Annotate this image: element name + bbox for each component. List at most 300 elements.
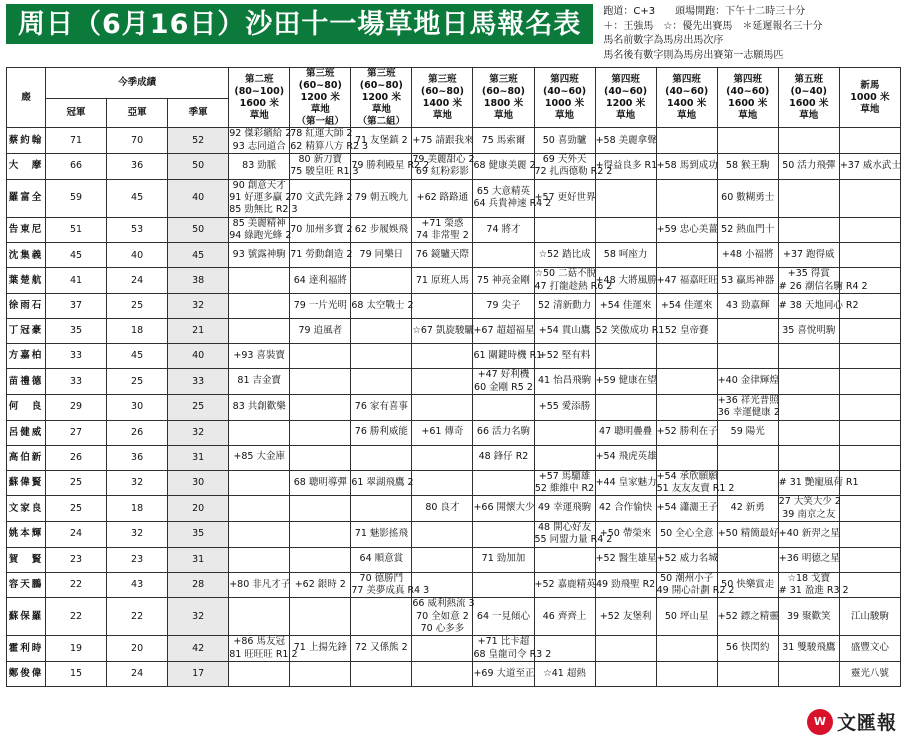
season-thirds: 35	[168, 521, 229, 547]
entry-horse: 52 維維中 R2	[534, 482, 595, 494]
entry-horse: 68 聰明導彈	[293, 476, 347, 488]
entry-cell	[229, 496, 290, 522]
entry-horse: +37 跑得威	[782, 249, 835, 261]
entry-cell	[534, 496, 595, 522]
season-wins: 22	[46, 572, 107, 598]
publisher-name: 文匯報	[836, 712, 897, 734]
entry-cell	[290, 369, 351, 395]
entry-horse: 49 幸運飛駒	[537, 502, 592, 514]
column-header-race-10: 第五班 (0~40) 1600 米 草地	[778, 68, 839, 128]
entry-cell	[717, 394, 778, 420]
entry-cell	[229, 294, 290, 319]
entry-horse: 70 德勝鬥	[359, 572, 404, 584]
entry-cell	[839, 369, 900, 395]
entry-cell	[290, 636, 351, 662]
season-seconds: 32	[107, 470, 168, 496]
entry-cell	[717, 154, 778, 180]
entry-cell	[290, 445, 351, 470]
season-thirds: 42	[168, 636, 229, 662]
entry-cell	[595, 445, 656, 470]
entry-horse: +48 小福將	[721, 249, 774, 261]
season-wins: 27	[46, 420, 107, 445]
entry-horse: +58 馬到成功	[656, 160, 718, 172]
entry-cell	[778, 547, 839, 572]
entry-cell	[290, 598, 351, 636]
entry-horse: 50 坪山星	[664, 610, 709, 622]
season-seconds: 23	[107, 547, 168, 572]
entry-cell	[412, 636, 473, 662]
season-seconds: 20	[107, 636, 168, 662]
entry-cell	[839, 636, 900, 662]
table-row	[7, 179, 901, 217]
entry-cell	[473, 319, 534, 344]
season-wins: 23	[46, 547, 107, 572]
entry-cell	[534, 179, 595, 217]
table-row	[7, 496, 901, 522]
entry-cell	[229, 154, 290, 180]
season-seconds: 43	[107, 572, 168, 598]
season-thirds: 17	[168, 662, 229, 687]
entry-cell	[717, 445, 778, 470]
entry-cell	[412, 179, 473, 217]
trainer-name: 容天鵬	[7, 572, 46, 598]
entry-cell	[839, 243, 900, 268]
entry-horse: 79 美麗甜心 2	[412, 154, 475, 166]
entry-horse: 66 活力名駒	[476, 426, 531, 438]
entry-cell	[229, 420, 290, 445]
season-wins: 37	[46, 294, 107, 319]
entry-cell	[351, 217, 412, 243]
entry-cell	[534, 470, 595, 496]
season-thirds: 52	[168, 128, 229, 154]
entry-horse: +55 愛添勝	[538, 401, 591, 413]
entry-horse: 90 創意天才	[232, 179, 286, 191]
entry-horse: +57 更好世界	[534, 192, 596, 204]
trainer-name: 葉楚航	[7, 268, 46, 294]
entry-cell	[595, 662, 656, 687]
entry-cell	[229, 636, 298, 662]
trainer-name: 何 良	[7, 394, 46, 420]
table-row	[7, 445, 901, 470]
column-header-race-2: 第三班 (60~80) 1200 米 草地 （第一組）	[290, 68, 351, 128]
trainer-name: 高伯新	[7, 445, 46, 470]
season-thirds: 40	[168, 179, 229, 217]
entry-horse: 47 打龍趁熱 R6 2	[534, 280, 613, 292]
entry-horse: +52 醫生雄星	[595, 553, 657, 565]
entry-cell	[534, 547, 595, 572]
entry-horse: 70 全如意 2	[416, 610, 469, 622]
entry-cell	[839, 154, 900, 180]
entry-cell	[351, 369, 412, 395]
entry-horse: 50 快樂賞走	[721, 578, 775, 590]
season-wins: 15	[46, 662, 107, 687]
trainer-name: 霍利時	[7, 636, 46, 662]
entry-cell	[473, 243, 534, 268]
entry-cell	[351, 294, 412, 319]
season-thirds: 32	[168, 294, 229, 319]
entries-table	[6, 67, 901, 687]
entry-cell	[656, 547, 717, 572]
season-wins: 33	[46, 369, 107, 395]
entry-horse: 93 號露神駒	[232, 249, 286, 261]
trainer-name: 方嘉柏	[7, 344, 46, 369]
entry-cell	[229, 128, 290, 154]
table-header-row	[7, 68, 901, 99]
entry-horse: 78 紅運大師 2	[290, 128, 353, 140]
entry-cell	[473, 445, 534, 470]
entry-horse: 江山駿駒	[850, 610, 889, 622]
entry-cell	[473, 394, 534, 420]
entry-cell	[351, 154, 430, 180]
entry-cell	[656, 217, 717, 243]
season-wins: 22	[46, 598, 107, 636]
entry-cell	[656, 572, 735, 598]
season-wins: 51	[46, 217, 107, 243]
column-header-race-9: 第四班 (40~60) 1600 米 草地	[717, 68, 778, 128]
entry-cell	[473, 572, 534, 598]
entry-horse: 41 怡昌飛駒	[537, 375, 592, 387]
entry-horse: 65 大意精英	[476, 185, 531, 197]
trainer-name: 丁冠豪	[7, 319, 46, 344]
entry-horse: +54 承欣願願	[656, 470, 718, 482]
entry-horse: 47 聰明疊疊	[599, 426, 653, 438]
entry-cell	[351, 445, 412, 470]
entry-horse: +52 嘉鹿精英	[534, 578, 596, 590]
entry-horse: 27 大笑大少 2	[778, 496, 841, 508]
entry-cell	[778, 521, 839, 547]
entry-cell	[229, 217, 290, 243]
entry-horse: +40 新羿之星	[778, 528, 840, 540]
entry-horse: +54 瀟灑王子	[656, 502, 718, 514]
entry-cell	[290, 243, 351, 268]
entry-cell	[473, 128, 534, 154]
entry-horse: +52 堅有料	[538, 349, 591, 361]
entry-horse: 80 新刀寶	[298, 154, 343, 166]
entry-horse: 39 南京之友	[782, 508, 836, 520]
table-row	[7, 128, 901, 154]
entry-horse: 79 勝利殿星 R2 2	[351, 160, 430, 172]
entry-cell	[656, 154, 717, 180]
entry-horse: 75 駿皇旺 R1 3	[290, 166, 359, 178]
season-thirds: 38	[168, 268, 229, 294]
entry-cell	[839, 319, 900, 344]
entry-cell	[595, 294, 656, 319]
entry-horse: +93 喜裝寶	[233, 349, 285, 361]
table-row	[7, 598, 901, 636]
entry-horse: 61 翠湖飛鷹 2	[351, 476, 414, 488]
entry-horse: 94 綠跑光蜂 2	[229, 230, 292, 242]
page-title: 周日（6月16日）沙田十一場草地日馬報名表	[18, 8, 582, 40]
entry-horse: # 31 盈進 R3 2	[778, 584, 849, 596]
entry-horse: 71 友堡鎮 2	[355, 134, 408, 146]
column-header-seconds: 亞軍	[107, 98, 168, 128]
entry-cell	[656, 128, 717, 154]
header-note-2: 馬名前數字為馬房出馬次序	[603, 35, 724, 46]
entry-cell	[778, 420, 839, 445]
entry-cell	[290, 547, 351, 572]
entry-cell	[839, 179, 900, 217]
entry-horse: +67 超超福星	[473, 324, 535, 336]
entry-cell	[534, 243, 595, 268]
season-wins: 71	[46, 128, 107, 154]
entry-cell	[839, 598, 900, 636]
season-wins: 35	[46, 319, 107, 344]
entry-cell	[473, 268, 534, 294]
header-note-1: ＋：王強馬 ☆：優先出賽馬 ＊延遲報名三十分	[603, 20, 823, 32]
entry-horse: +54 佳運來	[599, 299, 652, 311]
entry-cell	[290, 268, 351, 294]
season-seconds: 26	[107, 420, 168, 445]
entry-cell	[412, 445, 473, 470]
entry-cell	[229, 243, 290, 268]
entry-cell	[290, 394, 351, 420]
entry-cell	[778, 154, 839, 180]
season-wins: 19	[46, 636, 107, 662]
season-thirds: 32	[168, 598, 229, 636]
entry-cell	[534, 128, 595, 154]
entry-horse: ☆18 戈寶	[787, 572, 831, 584]
entry-cell	[473, 369, 534, 395]
header-note-3: 馬名後有數字則為馬房出賽第一志願馬匹	[603, 49, 784, 61]
season-thirds: 25	[168, 394, 229, 420]
entry-cell	[839, 445, 900, 470]
entry-horse: 60 數糊勇士	[721, 192, 775, 204]
entry-cell	[534, 521, 613, 547]
season-seconds: 30	[107, 394, 168, 420]
publisher-logo	[807, 708, 897, 735]
entry-horse: 53 贏馬神器	[721, 274, 775, 286]
table-row	[7, 420, 901, 445]
entry-horse: ☆50 二菇不脫	[534, 268, 597, 280]
entry-horse: 66 威利熱流 3	[412, 598, 475, 610]
entry-horse: +50 精簡最好	[717, 528, 779, 540]
entry-horse: +69 大道至正	[473, 667, 535, 679]
entry-cell	[595, 420, 656, 445]
entry-cell	[778, 445, 839, 470]
season-seconds: 32	[107, 521, 168, 547]
season-seconds: 18	[107, 319, 168, 344]
season-wins: 66	[46, 154, 107, 180]
trainer-name: 蘇保羅	[7, 598, 46, 636]
entry-cell	[534, 662, 595, 687]
entry-cell	[656, 344, 717, 369]
entry-cell	[290, 572, 351, 598]
trainer-name: 沈集義	[7, 243, 46, 268]
table-row	[7, 521, 901, 547]
entry-horse: 80 良才	[425, 502, 460, 514]
entry-horse: 49 開心計劃 R2 2	[656, 584, 735, 596]
entry-cell	[412, 547, 473, 572]
entry-cell	[595, 470, 656, 496]
entry-cell	[351, 470, 412, 496]
entry-horse: 68 太空戰士 2	[351, 299, 414, 311]
entry-cell	[778, 179, 839, 217]
table-body	[7, 128, 901, 687]
trainer-name: 大 摩	[7, 154, 46, 180]
entry-cell	[412, 217, 473, 243]
entry-horse: 36 幸運健康 2	[717, 407, 780, 419]
entry-cell	[229, 572, 290, 598]
season-seconds: 22	[107, 598, 168, 636]
entry-horse: 71 勞動創造 2	[290, 249, 353, 261]
column-header-race-5: 第三班 (60~80) 1800 米 草地	[473, 68, 534, 128]
entry-cell	[778, 394, 839, 420]
entry-cell	[229, 445, 290, 470]
entry-cell	[290, 154, 359, 180]
entry-horse: 68 健康美麗 2	[473, 160, 536, 172]
season-seconds: 25	[107, 294, 168, 319]
table-row	[7, 154, 901, 180]
entry-cell	[534, 319, 595, 344]
entry-horse: 83 共創歡樂	[232, 401, 286, 413]
entry-cell	[351, 243, 412, 268]
entry-cell	[351, 319, 412, 344]
entry-horse: +40 金律輝煌	[717, 375, 779, 387]
entry-horse: 48 鋒仔 R2	[478, 451, 529, 463]
entry-cell	[351, 572, 430, 598]
entry-cell	[534, 268, 613, 294]
season-thirds: 33	[168, 369, 229, 395]
entry-cell	[473, 496, 534, 522]
season-wins: 29	[46, 394, 107, 420]
entry-horse: 79 一片光明	[293, 299, 347, 311]
entry-cell	[656, 294, 717, 319]
season-seconds: 24	[107, 268, 168, 294]
entry-horse: +62 路路通	[416, 192, 469, 204]
entry-cell	[534, 598, 595, 636]
entry-cell	[778, 636, 839, 662]
entry-cell	[839, 217, 900, 243]
entry-horse: 71 勁加加	[481, 553, 526, 565]
entry-cell	[412, 369, 473, 395]
entry-cell	[839, 521, 900, 547]
entry-cell	[351, 268, 412, 294]
table-head	[7, 68, 901, 128]
entry-horse: +86 馬友冠	[233, 636, 285, 648]
entry-cell	[656, 496, 717, 522]
season-thirds: 30	[168, 470, 229, 496]
entry-horse: 76 勝利威能	[354, 426, 408, 438]
entry-horse: # 31 艷寵風荷 R1	[778, 476, 859, 488]
entry-cell	[595, 598, 656, 636]
entry-horse: 58 猴王駒	[725, 160, 770, 172]
entry-cell	[473, 598, 534, 636]
season-thirds: 28	[168, 572, 229, 598]
table-row	[7, 268, 901, 294]
trainer-name: 姚本輝	[7, 521, 46, 547]
entry-cell	[229, 662, 290, 687]
entry-horse: 39 聚歡笑	[786, 610, 831, 622]
entry-cell	[595, 572, 656, 598]
table-row	[7, 572, 901, 598]
entry-cell	[534, 294, 595, 319]
entry-cell	[778, 294, 859, 319]
entry-horse: 70 加州多寶 2	[290, 223, 353, 235]
entry-cell	[351, 179, 412, 217]
entry-cell	[229, 394, 290, 420]
entry-horse: +54 貫山鷹	[538, 324, 591, 336]
entry-cell	[717, 179, 778, 217]
entry-cell	[290, 496, 351, 522]
column-header-wins: 冠軍	[46, 98, 107, 128]
table-row	[7, 470, 901, 496]
entry-cell	[290, 420, 351, 445]
entry-cell	[351, 394, 412, 420]
entry-horse: 85 勁無比 R2 3	[229, 204, 298, 216]
season-thirds: 20	[168, 496, 229, 522]
entry-cell	[534, 445, 595, 470]
entry-cell	[290, 470, 351, 496]
entry-cell	[229, 319, 290, 344]
entry-cell	[473, 521, 534, 547]
entry-horse: 64 達利福將	[293, 274, 347, 286]
entry-cell	[412, 243, 473, 268]
entry-cell	[717, 344, 778, 369]
season-wins: 25	[46, 470, 107, 496]
entry-horse: 72 又係熊 2	[355, 642, 408, 654]
entry-horse: 46 齊齊上	[542, 610, 587, 622]
column-header-race-8: 第四班 (40~60) 1400 米 草地	[656, 68, 717, 128]
entry-cell	[595, 344, 656, 369]
trainer-name: 文家良	[7, 496, 46, 522]
entry-cell	[412, 268, 473, 294]
table-row	[7, 243, 901, 268]
entry-cell	[412, 154, 473, 180]
season-wins: 25	[46, 496, 107, 522]
trainer-name: 賀 賢	[7, 547, 46, 572]
entry-cell	[595, 496, 656, 522]
entry-cell	[229, 268, 290, 294]
season-seconds: 45	[107, 179, 168, 217]
column-header-thirds: 季軍	[168, 98, 229, 128]
entry-cell	[656, 470, 735, 496]
entry-cell	[778, 319, 839, 344]
entry-cell	[778, 369, 839, 395]
logo-mark-icon: W	[807, 709, 833, 735]
entry-horse: +61 傳奇	[421, 426, 464, 438]
entry-horse: 79 朝五晚九	[354, 192, 408, 204]
entry-horse: +47 福嘉旺旺	[656, 274, 718, 286]
entry-horse: 64 兵貴神速 R4 2	[473, 198, 552, 210]
entry-cell	[290, 521, 351, 547]
entry-horse: 77 美夢成真 R4 3	[351, 584, 430, 596]
entry-cell	[717, 636, 778, 662]
entry-cell	[290, 128, 369, 154]
season-thirds: 21	[168, 319, 229, 344]
entry-horse: 92 傑彩繽給 2	[229, 128, 292, 140]
entry-horse: 75 神亮金剛	[476, 274, 531, 286]
entry-horse: +52 鏢之精靈	[717, 610, 779, 622]
entry-cell	[290, 344, 351, 369]
season-wins: 59	[46, 179, 107, 217]
entry-horse: 64 順意賞	[359, 553, 404, 565]
entry-horse: +66 開懷大少	[473, 502, 535, 514]
entry-cell	[412, 344, 473, 369]
entry-cell	[717, 598, 778, 636]
entry-horse: +59 健康在望	[595, 375, 657, 387]
entry-cell	[351, 496, 412, 522]
entry-horse: 72 扎西德勒 R2 2	[534, 166, 613, 178]
entry-horse: 83 勁脈	[242, 160, 277, 172]
table-row	[7, 394, 901, 420]
entry-cell	[717, 521, 778, 547]
entry-horse: 79 同樂日	[359, 249, 404, 261]
entry-cell	[473, 154, 534, 180]
season-seconds: 36	[107, 154, 168, 180]
entry-horse: +59 忠心美薑	[656, 223, 718, 235]
season-wins: 41	[46, 268, 107, 294]
season-thirds: 50	[168, 154, 229, 180]
